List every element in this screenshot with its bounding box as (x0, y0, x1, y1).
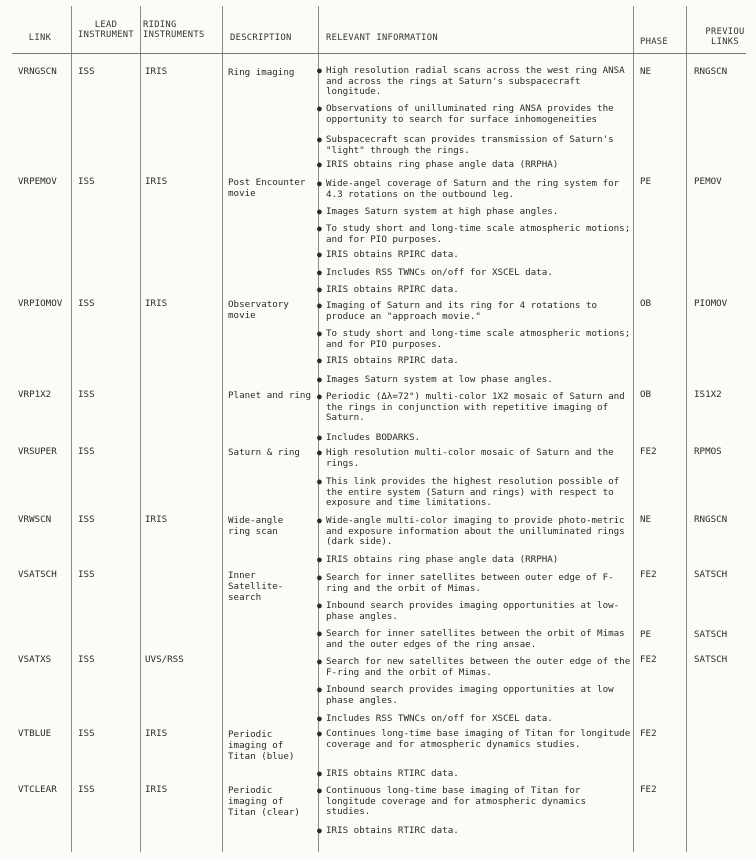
info-item (317, 300, 634, 322)
previous-links-cell: IS1X2 (694, 389, 722, 400)
info-text: Includes RSS TWNCs on/off for XSCEL data. (326, 713, 553, 724)
info-item (317, 103, 642, 125)
phase-cell: PE (640, 629, 652, 640)
lead-instrument-cell: ISS (78, 728, 95, 739)
column-rule (222, 6, 223, 852)
info-item (317, 284, 634, 296)
bullet-icon: ● (317, 629, 322, 638)
description-cell: Ring imaging (228, 67, 295, 78)
info-text: IRIS obtains RPIRC data. (326, 249, 459, 260)
info-text: Imaging of Saturn and its ring for 4 rotations to produce an "approach movie." (326, 300, 598, 322)
bullet-icon: ● (317, 356, 322, 365)
info-text: IRIS obtains RTIRC data. (326, 825, 459, 836)
info-text: Wide-angle multi-color imaging to provide photo-metric and exposure information about the unilluminated rings (dark side). (326, 515, 625, 548)
link-cell: VRSUPER (18, 446, 57, 457)
info-text: Search for inner satellites between outer edge of F-ring and the orbit of Mimas. (326, 572, 614, 594)
info-item (317, 825, 634, 837)
lead-instrument-cell: ISS (78, 784, 95, 795)
info-item (317, 328, 634, 350)
info-item (317, 391, 634, 424)
description-cell: Periodic imaging of Titan (clear) (228, 785, 300, 818)
previous-links-cell: SATSCH (694, 569, 728, 580)
lead-instrument-cell: ISS (78, 66, 95, 77)
bullet-icon: ● (317, 657, 322, 666)
info-item (317, 785, 634, 818)
lead-instrument-cell: ISS (78, 569, 95, 580)
header-description: DESCRIPTION (230, 33, 292, 43)
info-text: IRIS obtains RPIRC data. (326, 355, 459, 366)
lead-instrument-cell: ISS (78, 389, 95, 400)
description-cell: Post Encounter movie (228, 177, 306, 199)
link-cell: VSATXS (18, 654, 52, 665)
link-cell: VTBLUE (18, 728, 52, 739)
header-link: LINK (28, 33, 52, 43)
bullet-icon: ● (317, 268, 322, 277)
header-phase: PHASE (640, 37, 668, 47)
previous-links-cell: RNGSCN (694, 66, 728, 77)
lead-instrument-cell: ISS (78, 654, 95, 665)
bullet-icon: ● (317, 104, 322, 113)
info-item (317, 572, 634, 594)
info-text: Continues long-time base imaging of Titan for longitude coverage and for atmospheric dynamics studies. (326, 728, 631, 750)
info-text: High resolution multi-color mosaic of Saturn and the rings. (326, 447, 614, 469)
lead-instrument-cell: ISS (78, 176, 95, 187)
info-text: Inbound search provides imaging opportunities at low-phase angles. (326, 600, 620, 622)
link-cell: VRPIOMOV (18, 298, 63, 309)
bullet-icon: ● (317, 769, 322, 778)
phase-cell: PE (640, 176, 652, 187)
header-relevant-information: RELEVANT INFORMATION (326, 33, 438, 43)
bullet-icon: ● (317, 135, 322, 144)
info-item (317, 628, 634, 650)
info-item (317, 432, 634, 444)
bullet-icon: ● (317, 301, 322, 310)
description-cell: Inner Satellite- search (228, 570, 284, 603)
riding-instruments-cell: IRIS (145, 728, 168, 739)
phase-cell: NE (640, 514, 652, 525)
column-rule (633, 6, 634, 852)
link-cell: VTCLEAR (18, 784, 57, 795)
bullet-icon: ● (317, 179, 322, 188)
info-item (317, 656, 634, 678)
info-text: Subspacecraft scan provides transmission of Saturn's "light" through the rings. (326, 134, 614, 156)
phase-cell: FE2 (640, 784, 657, 795)
bullet-icon: ● (317, 448, 322, 457)
bullet-icon: ● (317, 826, 322, 835)
info-item (317, 355, 634, 367)
info-item (317, 713, 634, 725)
info-text: Inbound search provides imaging opportunities at low phase angles. (326, 684, 614, 706)
info-text: IRIS obtains ring phase angle data (RRPHA) (326, 159, 559, 170)
column-rule (140, 6, 141, 852)
info-item (317, 476, 634, 509)
bullet-icon: ● (317, 160, 322, 169)
bullet-icon: ● (317, 555, 322, 564)
info-text: Includes BODARKS. (326, 432, 421, 443)
phase-cell: NE (640, 66, 652, 77)
info-text: Includes RSS TWNCs on/off for XSCEL data. (326, 267, 553, 278)
bullet-icon: ● (317, 207, 322, 216)
column-rule (318, 6, 319, 852)
info-item (317, 267, 634, 279)
link-cell: VRP1X2 (18, 389, 52, 400)
info-text: IRIS obtains ring phase angle data (RRPHA) (326, 554, 559, 565)
riding-instruments-cell: IRIS (145, 514, 168, 525)
bullet-icon: ● (317, 392, 322, 401)
bullet-icon: ● (317, 433, 322, 442)
previous-links-cell: RNGSCN (694, 514, 728, 525)
info-text: Periodic (Δλ=72°) multi-color 1X2 mosaic of Saturn and the rings in conjunction with repetitive imaging of Saturn. (326, 391, 625, 424)
info-text: Observations of unilluminated ring ANSA provides the opportunity to search for surface inhomogeneities (326, 103, 614, 125)
info-item (317, 65, 634, 98)
info-item (317, 178, 634, 200)
info-text: To study short and long-time scale atmospheric motions; and for PIO purposes. (326, 328, 631, 350)
info-text: High resolution radial scans across the west ring ANSA and across the rings at Saturn's subspacecraft longitude. (326, 65, 625, 98)
info-text: Continuous long-time base imaging of Titan for longitude coverage and for atmospheric dynamics studies. (326, 785, 586, 818)
riding-instruments-cell: UVS/RSS (145, 654, 184, 665)
previous-links-cell: PEMOV (694, 176, 722, 187)
info-item (317, 159, 634, 171)
header-previous-links: PREVIOU LINKS (705, 27, 745, 47)
info-item (317, 447, 634, 469)
bullet-icon: ● (317, 786, 322, 795)
lead-instrument-cell: ISS (78, 298, 95, 309)
bullet-icon: ● (317, 685, 322, 694)
bullet-icon: ● (317, 516, 322, 525)
info-item (317, 515, 634, 548)
info-item (317, 134, 634, 156)
bullet-icon: ● (317, 601, 322, 610)
info-item (317, 223, 634, 245)
info-text: This link provides the highest resolution possible of the entire system (Saturn and rings) with respect to exposure and time limitations. (326, 476, 620, 509)
info-item (317, 249, 634, 261)
info-item (317, 684, 634, 706)
lead-instrument-cell: ISS (78, 446, 95, 457)
description-cell: Wide-angle ring scan (228, 515, 284, 537)
riding-instruments-cell: IRIS (145, 176, 168, 187)
previous-links-cell: RPMOS (694, 446, 722, 457)
phase-cell: FE2 (640, 728, 657, 739)
phase-cell: FE2 (640, 446, 657, 457)
phase-cell: FE2 (640, 654, 657, 665)
bullet-icon: ● (317, 573, 322, 582)
info-text: IRIS obtains RPIRC data. (326, 284, 459, 295)
link-cell: VRPEMOV (18, 176, 57, 187)
info-item (317, 600, 634, 622)
info-item (317, 374, 634, 386)
riding-instruments-cell: IRIS (145, 298, 168, 309)
info-text: Images Saturn system at low phase angles. (326, 374, 553, 385)
bullet-icon: ● (317, 375, 322, 384)
header-rule (12, 53, 746, 54)
bullet-icon: ● (317, 477, 322, 486)
info-item (317, 768, 634, 780)
info-text: Search for inner satellites between the orbit of Mimas and the outer edges of the ring ansae. (326, 628, 625, 650)
description-cell: Observatory movie (228, 299, 289, 321)
bullet-icon: ● (317, 714, 322, 723)
column-rule (686, 6, 687, 852)
info-text: Wide-angel coverage of Saturn and the ring system for 4.3 rotations on the outbound leg. (326, 178, 620, 200)
description-cell: Periodic imaging of Titan (blue) (228, 729, 295, 762)
info-text: Search for new satellites between the outer edge of the F-ring and the orbit of Mimas. (326, 656, 631, 678)
column-rule (71, 6, 72, 852)
info-item (317, 554, 634, 566)
info-item (317, 728, 634, 750)
description-cell: Planet and ring (228, 390, 311, 401)
bullet-icon: ● (317, 224, 322, 233)
phase-cell: OB (640, 389, 652, 400)
bullet-icon: ● (317, 250, 322, 259)
info-item (317, 206, 634, 218)
riding-instruments-cell: IRIS (145, 66, 168, 77)
previous-links-cell: PIOMOV (694, 298, 728, 309)
link-cell: VSATSCH (18, 569, 57, 580)
phase-cell: FE2 (640, 569, 657, 580)
phase-cell: OB (640, 298, 652, 309)
bullet-icon: ● (317, 729, 322, 738)
description-cell: Saturn & ring (228, 447, 300, 458)
bullet-icon: ● (317, 66, 322, 75)
previous-links-cell: SATSCH (694, 629, 728, 640)
previous-links-cell: SATSCH (694, 654, 728, 665)
header-riding-instruments: RIDING INSTRUMENTS (143, 20, 205, 40)
riding-instruments-cell: IRIS (145, 784, 168, 795)
bullet-icon: ● (317, 285, 322, 294)
header-lead-instrument: LEAD INSTRUMENT (78, 20, 134, 40)
bullet-icon: ● (317, 329, 322, 338)
info-text: To study short and long-time scale atmospheric motions; and for PIO purposes. (326, 223, 631, 245)
info-text: Images Saturn system at high phase angles. (326, 206, 559, 217)
info-text: IRIS obtains RTIRC data. (326, 768, 459, 779)
lead-instrument-cell: ISS (78, 514, 95, 525)
link-cell: VRWSCN (18, 514, 52, 525)
link-cell: VRNGSCN (18, 66, 57, 77)
